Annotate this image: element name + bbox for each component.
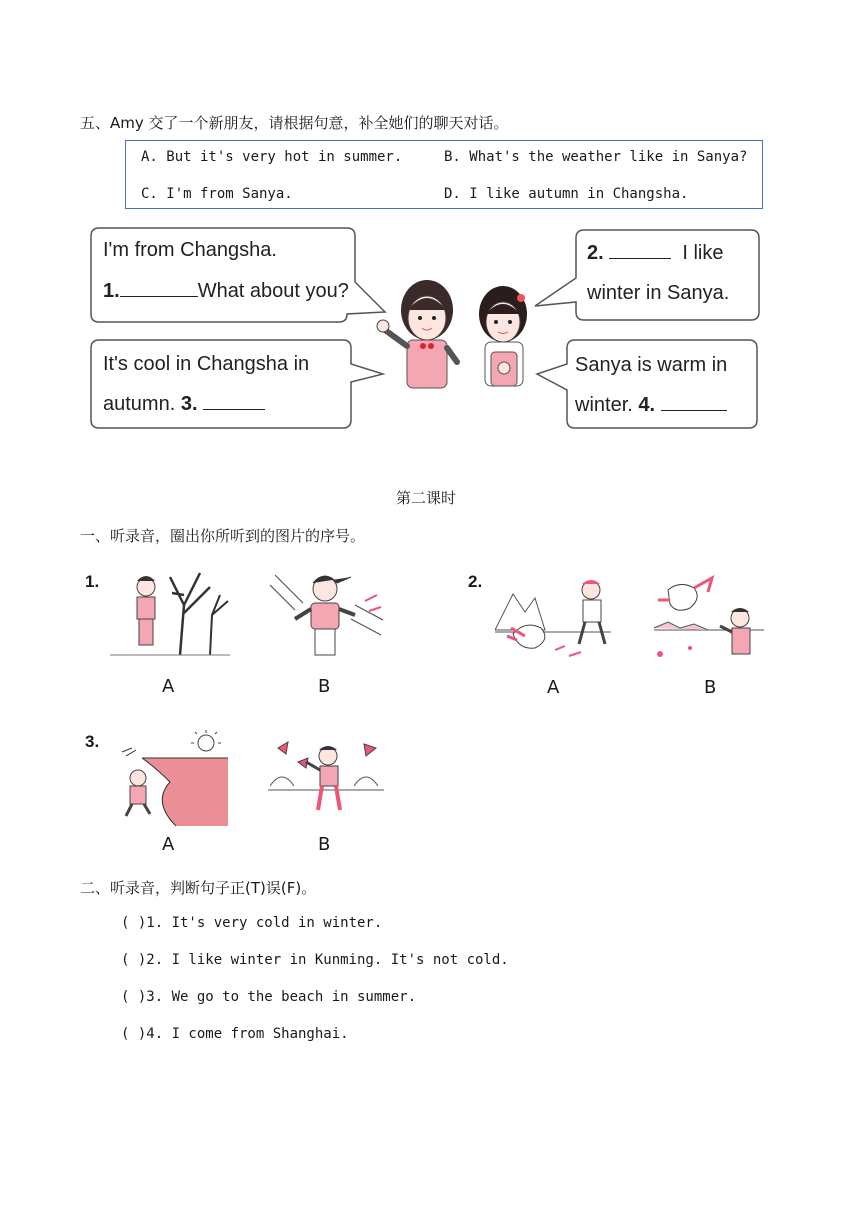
q2-option-b-picture[interactable]: [650, 570, 768, 665]
question-2-number: 2.: [468, 572, 483, 591]
q2-label-b: B: [704, 677, 717, 698]
q1-label-b: B: [318, 676, 331, 697]
tf-item-1[interactable]: ( )1. It's very cold in winter.: [121, 915, 383, 931]
bubble-3-line-2-text: autumn.: [103, 393, 176, 415]
question-1-number: 1.: [85, 572, 100, 591]
tf-item-2[interactable]: ( )2. I like winter in Kunming. It's not cold.: [121, 952, 509, 968]
bubble-4-line-1: Sanya is warm in: [575, 354, 728, 376]
option-c: C. I'm from Sanya.: [141, 186, 293, 202]
option-b: B. What's the weather like in Sanya?: [444, 149, 748, 165]
tf-item-3[interactable]: ( )3. We go to the beach in summer.: [121, 989, 417, 1005]
q1-option-b-picture[interactable]: [265, 565, 385, 660]
bubble-2-line-1-text: I like: [682, 242, 724, 264]
tf-item-4[interactable]: ( )4. I come from Shanghai.: [121, 1026, 349, 1042]
bubble-1-line-2-text: What about you?: [197, 280, 349, 302]
blank-number-1: 1.: [103, 280, 120, 302]
bubble-3-line-2: [103, 384, 265, 424]
q2-label-a: A: [547, 677, 560, 698]
bubble-4-line-2-text: winter.: [575, 394, 633, 416]
blank-number-4: 4.: [638, 394, 656, 416]
blank-number-2: 2.: [587, 242, 604, 264]
q2-option-a-picture[interactable]: [495, 570, 613, 665]
answer-blank-2[interactable]: [609, 238, 671, 259]
q3-option-a-picture[interactable]: [112, 728, 228, 828]
blank-number-3: 3.: [180, 393, 198, 415]
bubble-1-line-2: [103, 271, 349, 311]
bubble-2-line-1: [587, 233, 724, 273]
q3-label-b: B: [318, 834, 331, 855]
girl-amy-illustration: [377, 280, 457, 388]
q3-label-a: A: [162, 834, 175, 855]
q1-option-a-picture[interactable]: [110, 565, 230, 660]
bubble-2-line-2: winter in Sanya.: [587, 282, 730, 304]
question-3-number: 3.: [85, 732, 100, 751]
answer-blank-4[interactable]: [661, 390, 727, 411]
section5-heading: 五、Amy 交了一个新朋友，请根据句意，补全她们的聊天对话。: [80, 114, 509, 132]
lesson-title: 第二课时: [396, 489, 457, 507]
bubble-1-line-1: I'm from Changsha.: [103, 239, 277, 261]
q3-option-b-picture[interactable]: [268, 728, 384, 828]
bubble-4-line-2: [575, 385, 727, 425]
answer-blank-1[interactable]: [120, 276, 198, 297]
part1-heading: 一、听录音，圈出你所听到的图片的序号。: [80, 527, 366, 545]
girl-friend-illustration: [479, 286, 527, 386]
bubble-3-line-1: It's cool in Changsha in: [103, 353, 310, 375]
answer-blank-3[interactable]: [203, 389, 265, 410]
part2-heading: 二、听录音，判断句子正(T)误(F)。: [80, 879, 317, 897]
q1-label-a: A: [162, 676, 175, 697]
option-a: A. But it's very hot in summer.: [141, 149, 403, 165]
option-d: D. I like autumn in Changsha.: [444, 186, 689, 202]
